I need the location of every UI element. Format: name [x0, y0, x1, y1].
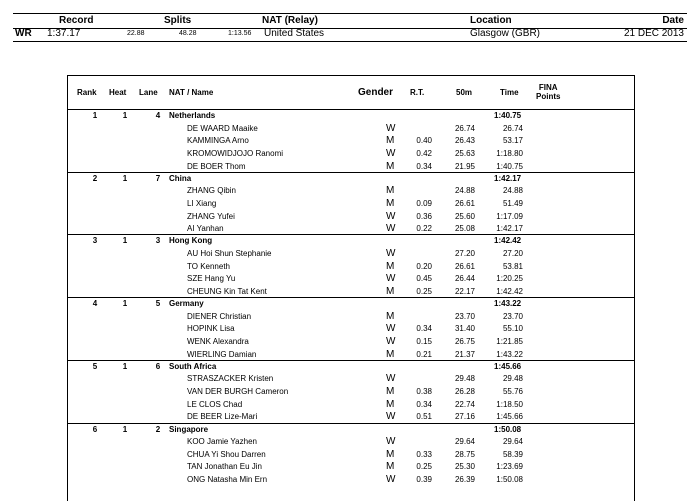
team-nat: Singapore: [169, 424, 209, 434]
swimmer-gender: M: [386, 310, 395, 322]
swimmer-gender: M: [386, 448, 395, 460]
record-split-2: 48.28: [179, 30, 197, 37]
swimmer-row: [68, 385, 634, 398]
swimmer-row: [68, 147, 634, 160]
swimmer-gender: M: [386, 398, 395, 410]
swimmer-gender: W: [386, 210, 396, 222]
swimmer-split-50m: 26.28: [454, 387, 475, 396]
swimmer-row: [68, 435, 634, 448]
swimmer-split-50m: 26.61: [454, 198, 475, 208]
fina-points-col-header: FINA Points: [536, 83, 561, 101]
swimmer-split-50m: 26.75: [454, 337, 475, 346]
record-time: 1:37.17: [47, 28, 81, 39]
team-row: [68, 297, 634, 309]
swimmer-name: TAN Jonathan Eu Jin: [187, 462, 263, 472]
swimmer-name: SZE Hang Yu: [187, 274, 236, 284]
team-rank: 5: [92, 361, 98, 371]
swimmer-row: [68, 122, 634, 135]
team-heat: 1: [122, 236, 128, 246]
swimmer-cumulative-time: 55.10: [502, 324, 523, 334]
team-heat: 1: [122, 111, 128, 120]
swimmer-split-50m: 25.30: [454, 462, 475, 472]
swimmer-split-50m: 21.95: [454, 161, 475, 171]
team-time: 1:43.22: [494, 299, 522, 309]
world-record-row: [13, 27, 687, 42]
swimmer-row: [68, 184, 634, 197]
swimmer-gender: M: [386, 260, 395, 272]
swimmer-reaction-time: 0.34: [416, 161, 432, 171]
swimmer-split-50m: 25.08: [454, 224, 475, 234]
swimmer-name: TO Kenneth: [187, 261, 230, 271]
swimmer-gender: W: [386, 223, 396, 235]
swimmer-reaction-time: 0.34: [416, 324, 432, 334]
swimmer-row: [68, 247, 634, 260]
swimmer-split-50m: 26.61: [454, 261, 475, 271]
swimmer-name: DE WAARD Maaike: [187, 123, 258, 133]
record-split-1: 22.88: [127, 30, 145, 37]
swimmer-cumulative-time: 1:17.09: [496, 211, 523, 221]
team-heat: 1: [122, 361, 128, 371]
team-row: [68, 360, 634, 372]
swimmer-name: LE CLOS Chad: [187, 399, 243, 409]
swimmer-cumulative-time: 1:45.66: [496, 412, 523, 422]
swimmer-name: AI Yanhan: [187, 224, 224, 234]
team-row: [68, 234, 634, 246]
team-heat: 1: [122, 424, 128, 434]
swimmer-name: WIERLING Damian: [187, 349, 257, 359]
swimmer-reaction-time: 0.39: [416, 475, 432, 485]
team-heat: 1: [122, 173, 128, 183]
swimmer-name: STRASZACKER Kristen: [187, 374, 274, 384]
swimmer-row: [68, 372, 634, 385]
swimmer-gender: M: [386, 286, 395, 297]
swimmer-name: DE BOER Thom: [187, 161, 246, 171]
swimmer-row: [68, 335, 634, 348]
swimmer-reaction-time: 0.34: [416, 399, 432, 409]
swimmer-reaction-time: 0.25: [416, 462, 432, 472]
swimmer-reaction-time: 0.21: [416, 349, 432, 359]
swimmer-row: [68, 272, 634, 285]
team-rank: 2: [92, 173, 98, 183]
record-location: Glasgow (GBR): [470, 28, 541, 39]
swimmer-row: [68, 197, 634, 210]
swimmer-gender: W: [386, 373, 396, 385]
swimmer-cumulative-time: 1:42.42: [496, 287, 523, 296]
swimmer-reaction-time: 0.25: [416, 287, 432, 296]
swimmer-row: [68, 285, 634, 298]
team-nat: Netherlands: [169, 111, 216, 120]
swimmer-name: AU Hoi Shun Stephanie: [187, 248, 272, 258]
swimmer-split-50m: 23.70: [454, 311, 475, 321]
swimmer-row: [68, 310, 634, 323]
swimmer-split-50m: 29.48: [454, 374, 475, 384]
team-lane: 7: [155, 173, 161, 183]
swimmer-name: CHEUNG Kin Tat Kent: [187, 287, 267, 296]
swimmer-cumulative-time: 1:18.50: [496, 399, 523, 409]
swimmer-split-50m: 26.74: [454, 123, 475, 133]
swimmer-split-50m: 26.43: [454, 136, 475, 146]
swimmer-cumulative-time: 1:20.25: [496, 274, 523, 284]
swimmer-split-50m: 27.20: [454, 248, 475, 258]
rank-col-header: Rank: [77, 88, 97, 97]
team-row: [68, 109, 634, 121]
team-time: 1:45.66: [494, 361, 522, 371]
swimmer-name: KOO Jamie Yazhen: [187, 437, 257, 446]
record-col-header: Record: [59, 15, 94, 26]
swimmer-name: KAMMINGA Arno: [187, 136, 249, 146]
swimmer-gender: W: [386, 147, 396, 159]
swimmer-split-50m: 29.64: [454, 437, 475, 446]
swimmer-cumulative-time: 51.49: [502, 198, 523, 208]
swimmer-row: [68, 222, 634, 235]
team-rank: 1: [92, 111, 98, 120]
swimmer-row: [68, 460, 634, 473]
team-lane: 4: [155, 111, 161, 120]
swimmer-name: ZHANG Qibin: [187, 186, 236, 196]
team-heat: 1: [122, 299, 128, 309]
swimmer-gender: M: [386, 135, 395, 147]
swimmer-cumulative-time: 27.20: [502, 248, 523, 258]
swimmer-cumulative-time: 1:23.69: [496, 462, 523, 472]
swimmer-split-50m: 22.74: [454, 399, 475, 409]
team-lane: 5: [155, 299, 161, 309]
swimmer-row: [68, 448, 634, 461]
swimmer-gender: W: [386, 336, 396, 347]
swimmer-name: LI Xiang: [187, 198, 217, 208]
results-table: [67, 75, 635, 501]
team-lane: 6: [155, 361, 161, 371]
team-nat: South Africa: [169, 361, 217, 371]
swimmer-name: HOPINK Lisa: [187, 324, 235, 334]
swimmer-gender: W: [386, 122, 396, 134]
team-lane: 2: [155, 424, 161, 434]
swimmer-cumulative-time: 23.70: [502, 311, 523, 321]
swimmer-reaction-time: 0.36: [416, 211, 432, 221]
location-col-header: Location: [470, 15, 512, 26]
team-divider: [68, 297, 634, 298]
team-divider: [68, 423, 634, 424]
team-divider: [68, 234, 634, 235]
splits-col-header: Splits: [164, 15, 192, 26]
swimmer-split-50m: 22.17: [454, 287, 475, 296]
swimmer-reaction-time: 0.20: [416, 261, 432, 271]
swimmer-reaction-time: 0.40: [416, 136, 432, 146]
team-rank: 6: [92, 424, 98, 434]
swimmer-row: [68, 134, 634, 147]
swimmer-split-50m: 24.88: [454, 186, 475, 196]
team-divider: [68, 172, 634, 173]
swimmer-gender: M: [386, 461, 395, 473]
swimmer-split-50m: 25.60: [454, 211, 475, 221]
fifty-col-header: 50m: [456, 88, 473, 97]
swimmer-reaction-time: 0.38: [416, 387, 432, 396]
team-nat: China: [169, 173, 192, 183]
swimmer-gender: W: [386, 474, 396, 486]
swimmer-row: [68, 260, 634, 273]
swimmer-row: [68, 160, 634, 173]
swimmer-cumulative-time: 1:21.85: [496, 337, 523, 346]
swimmer-split-50m: 31.40: [454, 324, 475, 334]
heat-col-header: Heat: [109, 88, 127, 97]
swimmer-reaction-time: 0.42: [416, 148, 432, 158]
team-time: 1:42.17: [494, 173, 522, 183]
swimmer-gender: W: [386, 411, 396, 423]
swimmer-cumulative-time: 55.76: [502, 387, 523, 396]
team-time: 1:50.08: [494, 424, 522, 434]
record-date: 21 DEC 2013: [623, 28, 684, 39]
name-col-header: NAT / Name: [169, 88, 214, 97]
swimmer-reaction-time: 0.51: [416, 412, 432, 422]
swimmer-name: ZHANG Yufei: [187, 211, 235, 221]
swimmer-reaction-time: 0.33: [416, 449, 432, 459]
swimmer-name: DE BEER Lize-Mari: [187, 412, 258, 422]
gender-col-header: Gender: [358, 87, 394, 98]
date-col-header: Date: [662, 15, 684, 26]
swimmer-gender: M: [386, 160, 395, 172]
swimmer-reaction-time: 0.45: [416, 274, 432, 284]
record-nat: United States: [264, 28, 325, 39]
swimmer-gender: W: [386, 247, 396, 259]
swimmer-name: DIENER Christian: [187, 311, 252, 321]
swimmer-split-50m: 27.16: [454, 412, 475, 422]
rt-col-header: R.T.: [410, 88, 425, 97]
swimmer-gender: M: [386, 386, 395, 397]
swimmer-cumulative-time: 1:50.08: [496, 475, 523, 485]
team-row: [68, 172, 634, 184]
swimmer-row: [68, 348, 634, 361]
swimmer-cumulative-time: 53.17: [502, 136, 523, 146]
team-row: [68, 423, 634, 435]
swimmer-split-50m: 21.37: [454, 349, 475, 359]
record-code: WR: [15, 28, 32, 39]
swimmer-row: [68, 322, 634, 335]
swimmer-gender: M: [386, 197, 395, 209]
lane-col-header: Lane: [139, 88, 158, 97]
swimmer-split-50m: 26.44: [454, 274, 475, 284]
swimmer-cumulative-time: 1:18.80: [496, 148, 523, 158]
swimmer-gender: M: [386, 348, 395, 360]
team-rank: 3: [92, 236, 98, 246]
swimmer-split-50m: 26.39: [454, 475, 475, 485]
team-divider: [68, 109, 634, 110]
results-column-headers: [68, 76, 634, 106]
swimmer-split-50m: 25.63: [454, 148, 475, 158]
swimmer-cumulative-time: 58.39: [502, 449, 523, 459]
swimmer-row: [68, 410, 634, 423]
swimmer-gender: W: [386, 323, 396, 335]
team-time: 1:42.42: [494, 236, 522, 246]
nat-relay-col-header: NAT (Relay): [262, 15, 318, 26]
swimmer-cumulative-time: 53.81: [502, 261, 523, 271]
team-time: 1:40.75: [494, 111, 522, 120]
swimmer-name: ONG Natasha Min Ern: [187, 475, 268, 485]
team-lane: 3: [155, 236, 161, 246]
swimmer-name: KROMOWIDJOJO Ranomi: [187, 148, 284, 158]
swimmer-gender: W: [386, 273, 396, 285]
team-nat: Germany: [169, 299, 204, 309]
swimmer-cumulative-time: 24.88: [502, 186, 523, 196]
swimmer-gender: M: [386, 185, 395, 197]
team-nat: Hong Kong: [169, 236, 213, 246]
swimmer-name: WENK Alexandra: [187, 337, 249, 346]
swimmer-name: CHUA Yi Shou Darren: [187, 449, 266, 459]
swimmer-gender: W: [386, 436, 396, 447]
swimmer-reaction-time: 0.22: [416, 224, 432, 234]
swimmer-cumulative-time: 29.64: [502, 437, 523, 446]
swimmer-row: [68, 398, 634, 411]
swimmer-split-50m: 28.75: [454, 449, 475, 459]
swimmer-reaction-time: 0.09: [416, 198, 432, 208]
swimmer-cumulative-time: 1:42.17: [496, 224, 523, 234]
swimmer-cumulative-time: 1:43.22: [496, 349, 523, 359]
time-col-header: Time: [500, 88, 519, 97]
swimmer-name: VAN DER BURGH Cameron: [187, 387, 289, 396]
record-split-3: 1:13.56: [228, 30, 252, 37]
swimmer-cumulative-time: 26.74: [502, 123, 523, 133]
swimmer-row: [68, 210, 634, 223]
swimmer-reaction-time: 0.15: [416, 337, 432, 346]
team-rank: 4: [92, 299, 98, 309]
swimmer-row: [68, 473, 634, 486]
swimmer-cumulative-time: 1:40.75: [496, 161, 523, 171]
swimmer-cumulative-time: 29.48: [502, 374, 523, 384]
team-divider: [68, 360, 634, 361]
